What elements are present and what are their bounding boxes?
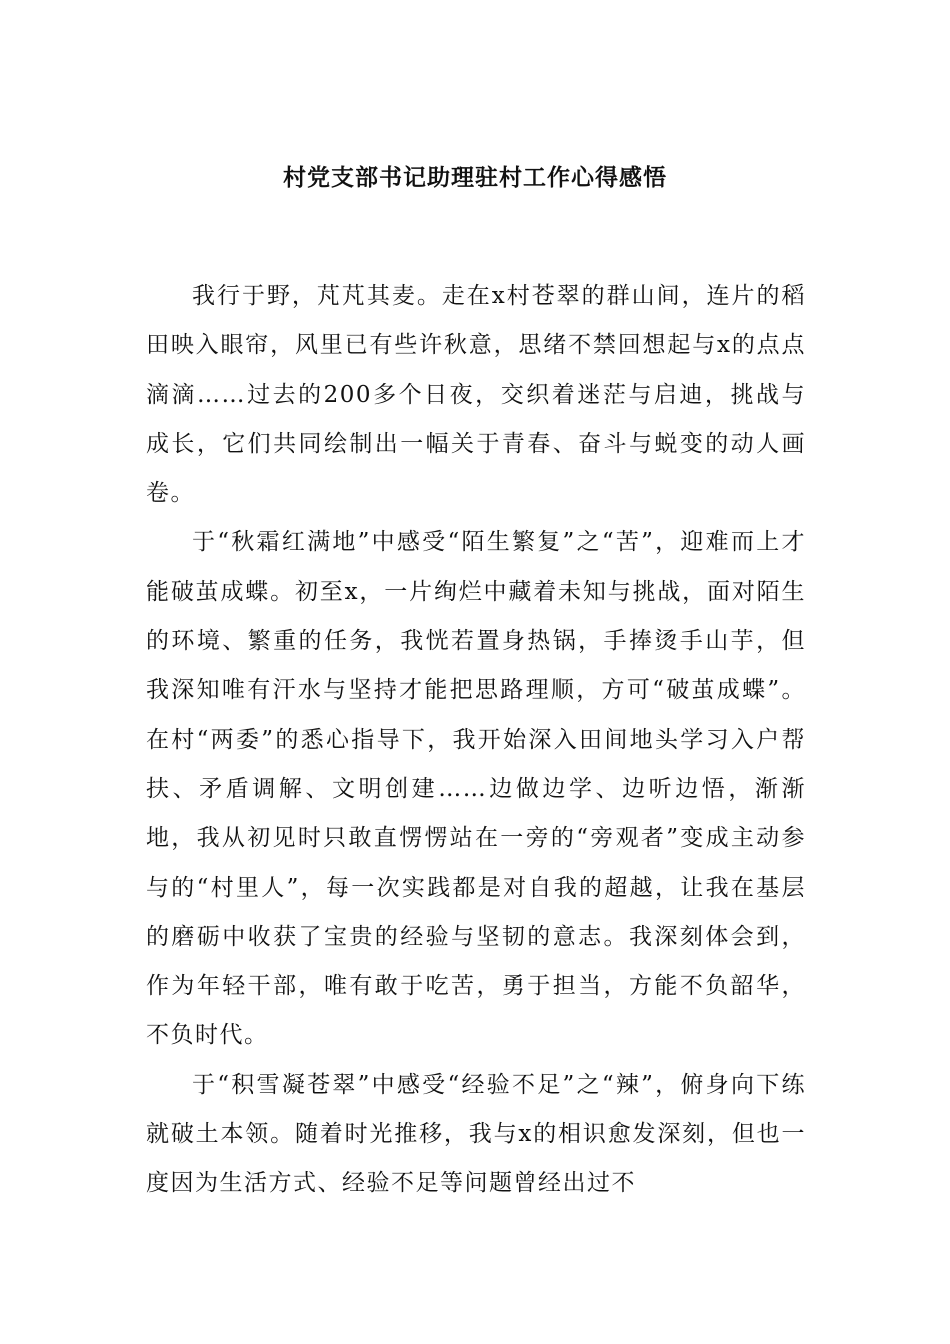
paragraph: 于“秋霜红满地”中感受“陌生繁复”之“苦”，迎难而上才能破茧成蝶。初至x，一片绚烂中藏着未知与挑战，面对陌生的环境、繁重的任务，我恍若置身热锅，手捧烫手山芋，但我深知唯有汗水与坚持才能把思路理顺，方可“破茧成蝶”。在村“两委”的悉心指导下，我开始深入田间地头学习入户帮扶、矛盾调解、文明创建……边做边学、边听边悟，渐渐地，我从初见时只敢直愣愣站在一旁的“旁观者”变成主动参与的“村里人”，每一次实践都是对自我的超越，让我在基层的磨砺中收获了宝贵的经验与坚韧的意志。我深刻体会到，作为年轻干部，唯有敢于吃苦，勇于担当，方能不负韶华，不负时代。 [146, 529, 806, 1049]
document-title: 村党支部书记助理驻村工作心得感悟 [283, 164, 667, 191]
paragraph: 我行于野，芃芃其麦。走在x村苍翠的群山间，连片的稻田映入眼帘，风里已有些许秋意，思绪不禁回想起与x的点点滴滴……过去的200多个日夜，交织着迷茫与启迪，挑战与成长，它们共同绘制出一幅关于青春、奋斗与蜕变的动人画卷。 [146, 283, 806, 507]
paragraph: 于“积雪凝苍翠”中感受“经验不足”之“辣”，俯身向下练就破土本领。随着时光推移，我与x的相识愈发深刻，但也一度因为生活方式、经验不足等问题曾经出过不 [146, 1071, 806, 1197]
document-body [146, 272, 806, 1209]
